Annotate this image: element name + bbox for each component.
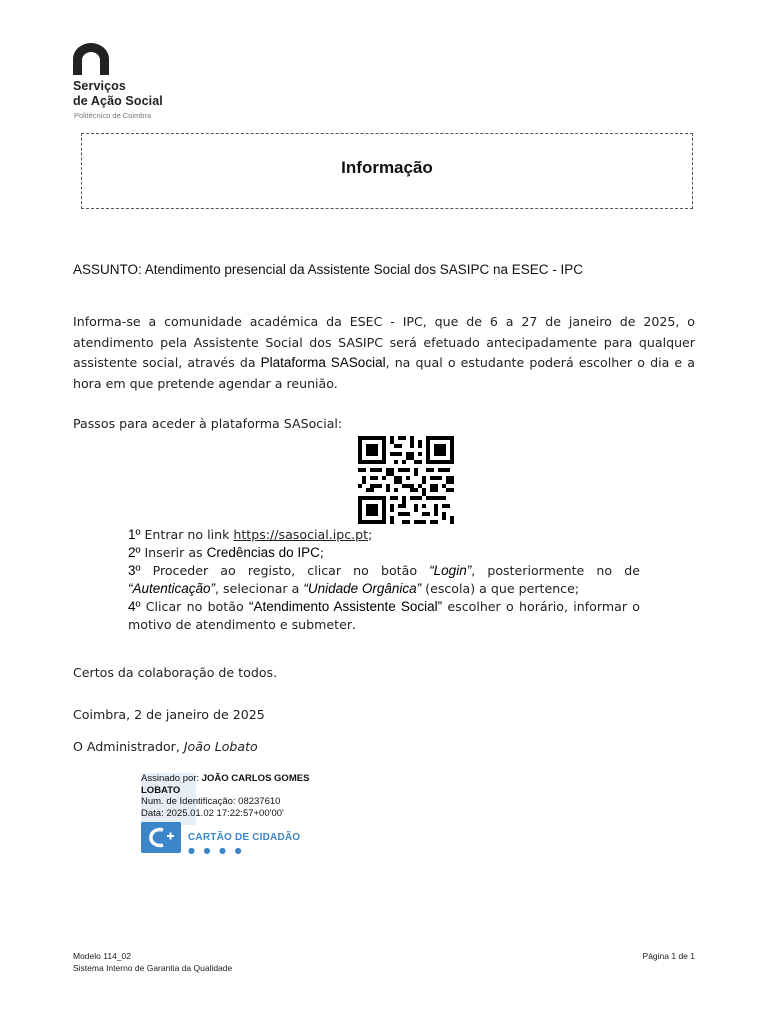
signature-id: Num. de Identificação: 08237610 xyxy=(141,796,281,807)
signer-name-1: JOÃO CARLOS GOMES xyxy=(201,773,310,784)
step-3 xyxy=(128,562,640,598)
step-2-end: ; xyxy=(319,545,325,560)
step-4-dot: . xyxy=(352,617,356,632)
subject-line: ASSUNTO: Atendimento presencial da Assistente Social dos SASIPC na ESEC - IPC xyxy=(73,262,583,277)
digital-signature xyxy=(141,773,341,819)
administrator-line xyxy=(73,739,258,754)
sasocial-link[interactable]: https://sasocial.ipc.pt xyxy=(233,527,369,542)
step-3-login: “Login” xyxy=(429,563,472,578)
step-3-end: (escola) a que pertence; xyxy=(421,581,580,596)
steps-intro: Passos para aceder à plataforma SASocial: xyxy=(73,416,343,431)
page-number: Página 1 de 1 xyxy=(642,951,695,961)
signer-name-2: LOBATO xyxy=(141,784,181,796)
step-4-text: Clicar no botão xyxy=(140,599,249,614)
logo-title-line2: de Ação Social xyxy=(73,94,163,108)
step-4-button-name: “Atendimento Assistente Social” xyxy=(248,599,443,614)
footer-left xyxy=(73,951,232,974)
body-paragraph xyxy=(73,312,695,394)
step-2 xyxy=(128,544,640,562)
cartao-cidadao-label: CARTÃO DE CIDADÃO xyxy=(188,832,301,843)
step-4-end: escolher o horário, informar o motivo de atendimento e submeter xyxy=(128,599,640,632)
step-2-credentials: Credências do IPC xyxy=(206,545,320,560)
admin-name: João Lobato xyxy=(183,739,258,754)
step-3-mid: , posteriormente no de xyxy=(471,563,640,578)
footer-system: Sistema Interno de Garantia da Qualidade xyxy=(73,962,233,973)
step-2-number: 2º xyxy=(128,545,141,560)
step-3-mid2: , selecionar a xyxy=(215,581,304,596)
steps-list xyxy=(128,526,640,634)
qr-code-icon[interactable] xyxy=(358,436,454,524)
sasipc-logo-icon xyxy=(73,43,109,75)
step-4-number: 4º xyxy=(128,599,141,614)
footer-model: Modelo 114_02 xyxy=(73,951,131,961)
admin-prefix: O Administrador, xyxy=(73,739,184,754)
body-part2: , na qual o estudante poderá escolher o dia e a hora em que pretende agendar a reunião. xyxy=(73,355,695,391)
step-4 xyxy=(128,598,640,634)
step-1-text: Entrar no link xyxy=(140,527,234,542)
step-2-text: Inserir as xyxy=(140,545,207,560)
logo-title-line1: Serviços xyxy=(73,79,126,93)
signature-date: Data: 2025.01.02 17:22:57+00'00' xyxy=(141,807,284,819)
document-title: Informação xyxy=(341,158,433,177)
step-3-text: Proceder ao registo, clicar no botão xyxy=(140,563,430,578)
closing-line: Certos da colaboração de todos. xyxy=(73,665,278,680)
place-date: Coimbra, 2 de janeiro de 2025 xyxy=(73,707,265,722)
cartao-cidadao-icon xyxy=(141,822,181,853)
step-1 xyxy=(128,526,640,544)
signed-by-label: Assinado por: xyxy=(141,773,200,784)
step-1-number: 1º xyxy=(128,527,141,542)
logo-subtitle: Politécnico de Coimbra xyxy=(74,111,152,120)
step-1-end: ; xyxy=(368,527,373,542)
cartao-cidadao-dots: ● ● ● ● xyxy=(188,846,245,855)
step-3-authentication: “Autenticação” xyxy=(128,581,216,596)
step-3-unit: “Unidade Orgânica” xyxy=(303,581,422,596)
step-3-number: 3º xyxy=(128,563,141,578)
platform-name: Plataforma SASocial xyxy=(260,355,386,370)
body-part1: Informa-se a comunidade académica da ESEC - IPC, que de 6 a 27 de janeiro de 2025, o atendimento pela Assistente Social dos SASIPC será efetuado antecipadamente para qualquer assistente social, através da xyxy=(73,314,695,370)
